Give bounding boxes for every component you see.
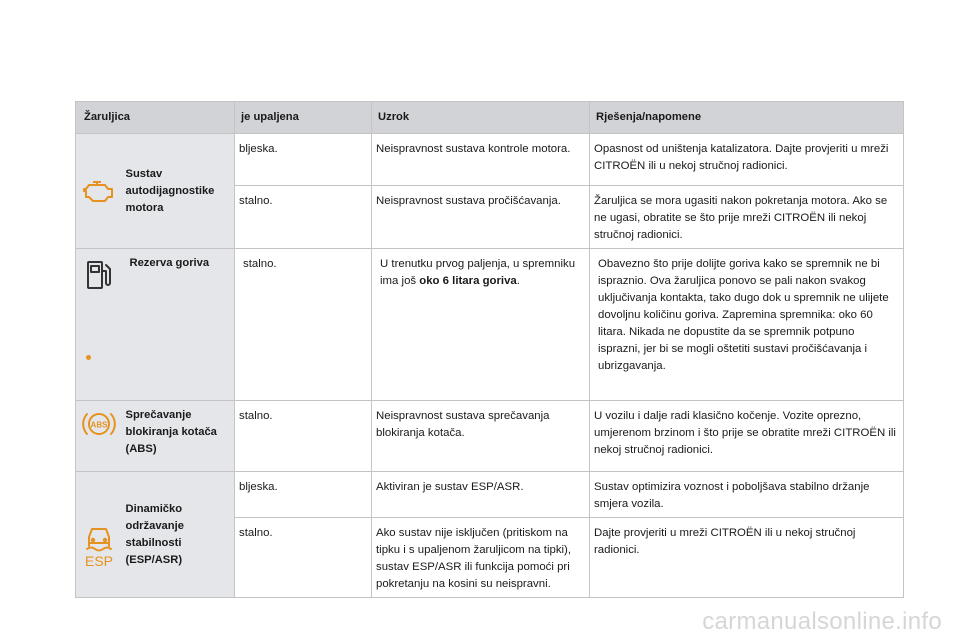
header-state: je upaljena: [235, 102, 372, 134]
abs-cause: Neispravnost sustava sprečavanja blokiranja kotača.: [372, 401, 590, 472]
table-row-fuel: [76, 249, 904, 401]
esp-solution-1: Sustav optimizira voznost i poboljšava stabilno držanje smjera vozila.: [590, 472, 904, 518]
header-lamp: Žaruljica: [76, 102, 235, 134]
fuel-warning-dot-icon: [86, 355, 91, 360]
esp-cause-2: Ako sustav nije isključen (pritiskom na tipku i s upaljenom žaruljicom na tipki), sustav ESP/ASR ili funkcija pomoći pri pokretanju na kosini su neispravni.: [372, 518, 590, 598]
fuel-pump-icon: [84, 259, 114, 291]
motor-state-1: bljeska.: [235, 134, 372, 186]
watermark: carmanualsonline.info: [702, 608, 942, 635]
esp-icon-cell: [76, 472, 122, 598]
warning-lights-table: [75, 101, 904, 598]
esp-state-2: stalno.: [235, 518, 372, 598]
motor-solution-2: Žaruljica se mora ugasiti nakon pokretanja motora. Ako se ne ugasi, obratite se što prije mreži CITROËN ili nekoj stručnoj radionici.: [590, 186, 904, 249]
esp-cause-1: Aktiviran je sustav ESP/ASR.: [372, 472, 590, 518]
fuel-cause-text: U trenutku prvog paljenja, u spremniku ima još: [380, 258, 576, 287]
table-header-row: [76, 102, 904, 134]
engine-check-icon: [82, 178, 116, 204]
motor-solution-1: Opasnost od uništenja katalizatora. Dajte provjeriti u mreži CITROËN ili u nekoj stručnoj radionici.: [590, 134, 904, 186]
abs-name: Sprečavanje blokiranja kotača (ABS): [122, 401, 235, 472]
motor-state-2: stalno.: [235, 186, 372, 249]
esp-state-1: bljeska.: [235, 472, 372, 518]
motor-cause-1: Neispravnost sustava kontrole motora.: [372, 134, 590, 186]
abs-solution: U vozilu i dalje radi klasično kočenje. Vozite oprezno, umjerenom brzinom i što prije se obratite mreži CITROËN ili nekoj stručnoj radionici.: [590, 401, 904, 472]
svg-text:ABS: ABS: [90, 420, 108, 430]
svg-text:ESP: ESP: [84, 552, 113, 569]
esp-name: Dinamičko održavanje stabilnosti (ESP/ASR): [122, 472, 235, 598]
esp-icon: [81, 521, 117, 569]
motor-icon-cell: [76, 134, 122, 249]
fuel-name: Rezerva goriva: [122, 249, 235, 401]
fuel-solution: Obavezno što prije dolijte goriva kako se spremnik ne bi ispraznio. Ova žaruljica ponovo se pali nakon svakog uključivanja kontakta, tako dugo dok u spremnik ne ulijete dovoljnu količinu goriva. Zapremina spremnika: oko 60 litara. Nikada ne dopustite da se spremnik potpuno isprazni, jer bi se mogli oštetiti sustavi pročišćavanja i ubrizgavanja.: [590, 249, 904, 401]
table-row-esp-1: [76, 472, 904, 518]
fuel-icon-cell: [76, 249, 122, 401]
table-row-motor-1: [76, 134, 904, 186]
abs-icon-cell: [76, 401, 122, 472]
fuel-cause: [372, 249, 590, 401]
fuel-cause-end: .: [516, 275, 520, 287]
abs-state: stalno.: [235, 401, 372, 472]
header-cause: Uzrok: [372, 102, 590, 134]
fuel-state: stalno.: [235, 249, 372, 401]
abs-icon: [82, 409, 116, 439]
header-solution: Rješenja/napomene: [590, 102, 904, 134]
esp-solution-2: Dajte provjeriti u mreži CITROËN ili u nekoj stručnoj radionici.: [590, 518, 904, 598]
motor-cause-2: Neispravnost sustava pročišćavanja.: [372, 186, 590, 249]
motor-name: Sustav autodijagnostike motora: [122, 134, 235, 249]
fuel-cause-highlight: oko 6 litara goriva: [419, 275, 517, 287]
table-row-abs: [76, 401, 904, 472]
